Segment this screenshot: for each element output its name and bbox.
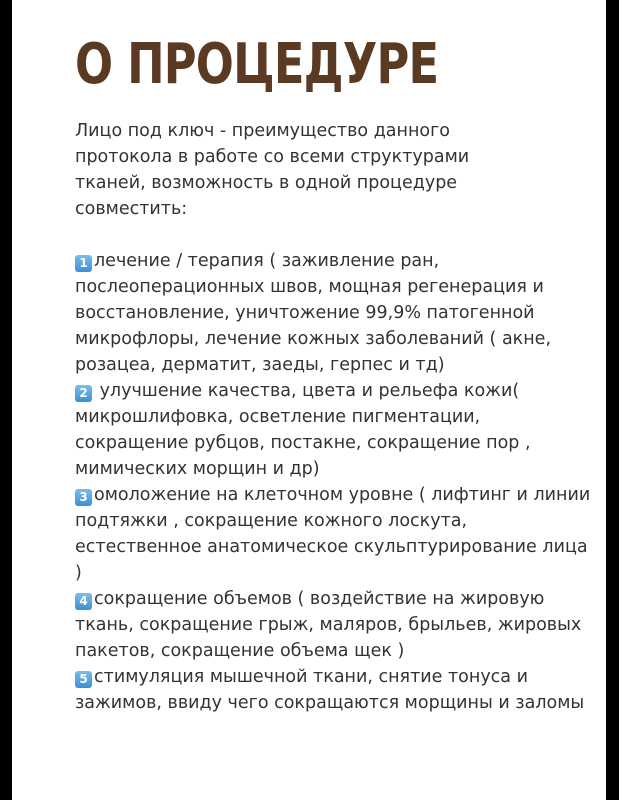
list-item-1: [75, 248, 595, 378]
list-item-text: лечение / терапия ( заживление ран, послеоперационных швов, мощная регенерация и восстановление, уничтожение 99,9% патогенной микрофлоры, лечение кожных заболеваний ( акне, розацеа, дерматит, заеды, герпес и тд): [75, 251, 552, 375]
list-item-5: [75, 664, 595, 716]
procedure-card: [12, 0, 606, 800]
list-item-3: [75, 482, 595, 586]
keycap-digit-one-icon: 1: [75, 255, 92, 272]
keycap-digit-three-icon: 3: [75, 489, 92, 506]
keycap-digit-five-icon: 5: [75, 671, 92, 688]
list-item-text: улучшение качества, цвета и рельефа кожи( микрошлифовка, осветление пигментации, сокращение рубцов, постакне, сокращение пор , мимических морщин и др): [75, 381, 531, 479]
list-item-text: стимуляция мышечной ткани, снятие тонуса и зажимов, ввиду чего сокращаются морщины и заломы: [75, 667, 585, 713]
intro-paragraph: Лицо под ключ - преимущество данного протокола в работе со всеми структурами тканей, возможность в одной процедуре совместить:: [75, 121, 470, 219]
page-title: О ПРОЦЕДУРЕ: [75, 32, 439, 97]
keycap-digit-four-icon: 4: [75, 593, 92, 610]
list-item-2: [75, 378, 595, 482]
list-item-4: [75, 586, 595, 664]
procedure-description: [75, 118, 595, 716]
keycap-digit-two-icon: 2: [75, 385, 92, 402]
list-item-text: омоложение на клеточном уровне ( лифтинг и линии подтяжки , сокращение кожного лоскута, естественное анатомическое скульптурирование лица ): [75, 485, 591, 583]
list-item-text: сокращение объемов ( воздействие на жировую ткань, сокращение грыж, маляров, брыльев, жировых пакетов, сокращение объема щек ): [75, 589, 582, 661]
